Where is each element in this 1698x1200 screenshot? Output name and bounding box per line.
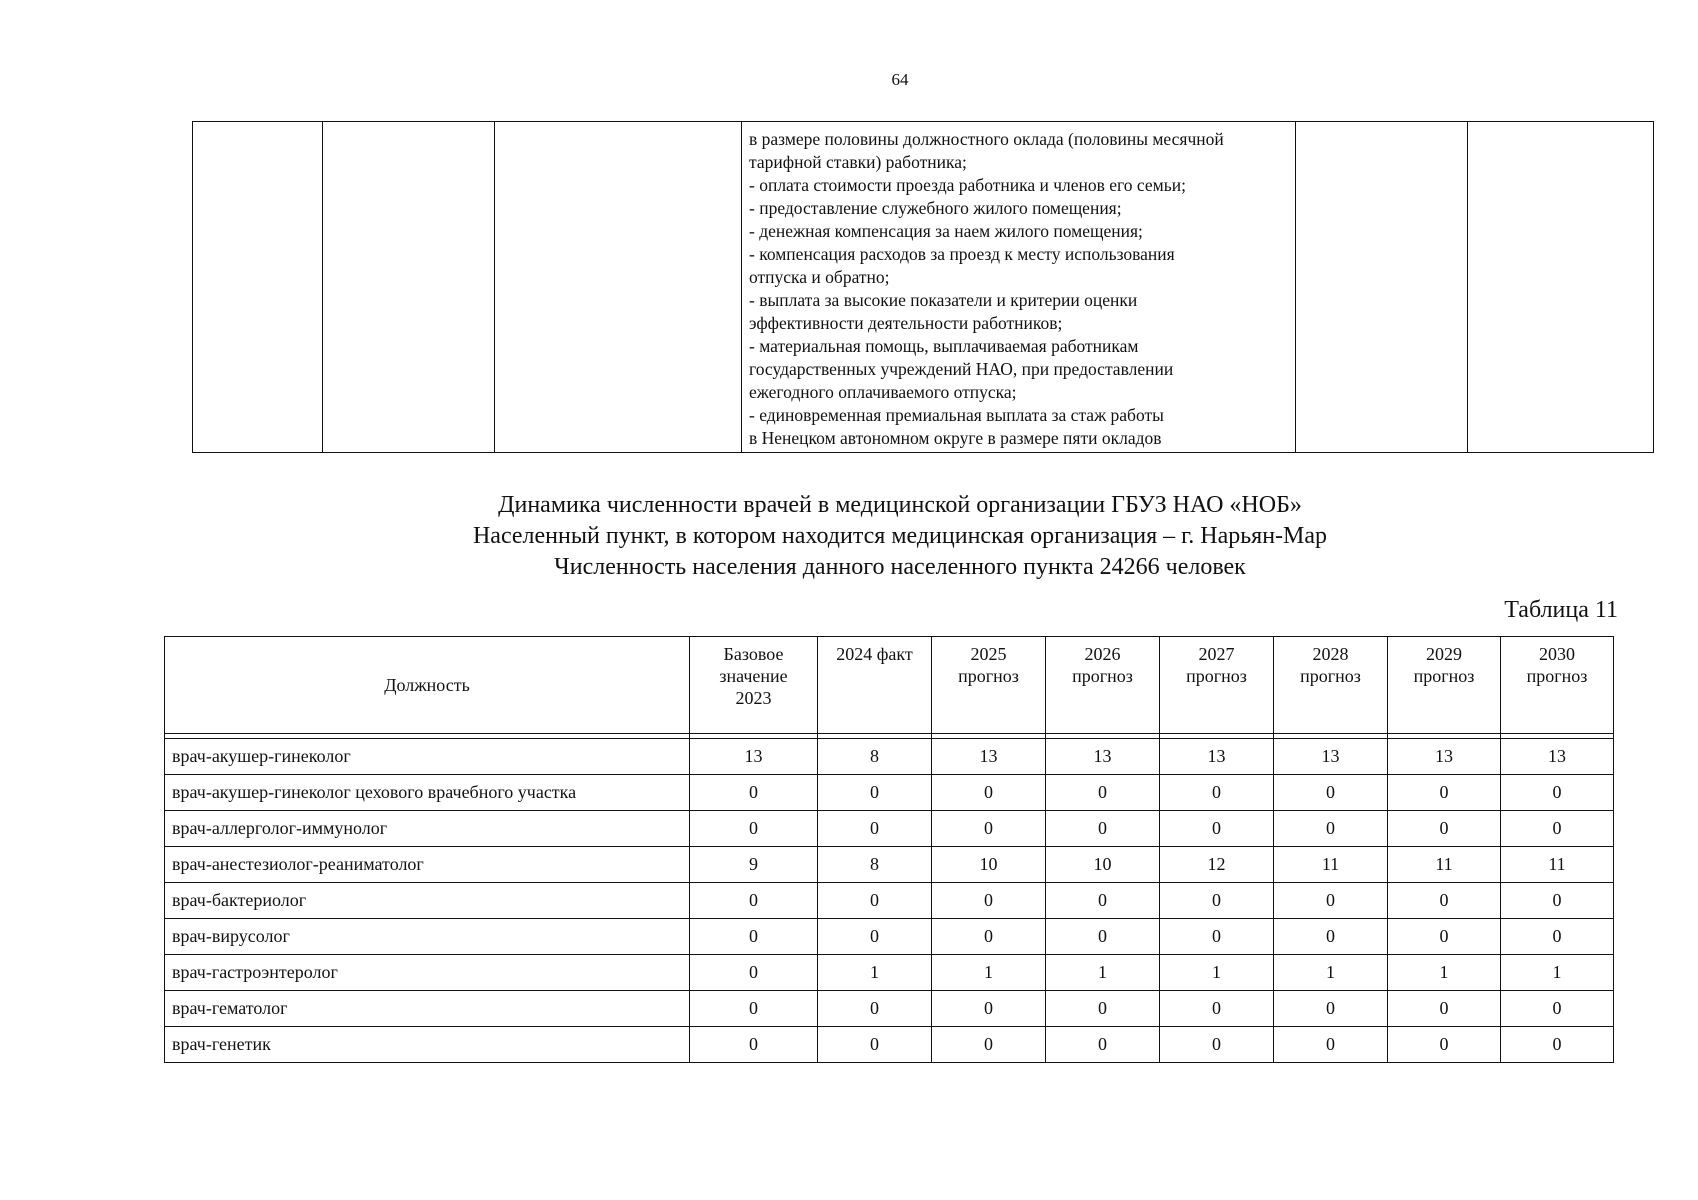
header-forecast: прогноз xyxy=(958,666,1019,686)
value-cell: 0 xyxy=(1046,883,1160,919)
empty-cell xyxy=(1296,122,1468,453)
continuation-table xyxy=(192,121,1654,453)
benefit-line: в размере половины должностного оклада (половины месячной xyxy=(749,129,1224,149)
value-cell: 0 xyxy=(690,955,818,991)
header-base-line: Базовое xyxy=(723,644,784,664)
header-forecast: прогноз xyxy=(1526,666,1588,686)
value-cell: 0 xyxy=(1046,811,1160,847)
header-forecast: прогноз xyxy=(1413,666,1475,686)
value-cell: 0 xyxy=(1388,919,1501,955)
value-cell: 11 xyxy=(1274,847,1388,883)
value-cell: 13 xyxy=(690,739,818,775)
position-cell: врач-акушер-гинеколог цехового врачебного участка xyxy=(165,775,690,811)
header-2024-fact: 2024 факт xyxy=(818,637,932,734)
benefit-line: ежегодного оплачиваемого отпуска; xyxy=(749,382,1017,402)
value-cell: 13 xyxy=(1274,739,1388,775)
header-2026 xyxy=(1046,637,1160,734)
value-cell: 0 xyxy=(690,775,818,811)
value-cell: 1 xyxy=(1160,955,1274,991)
value-cell: 13 xyxy=(1388,739,1501,775)
position-cell: врач-вирусолог xyxy=(165,919,690,955)
value-cell: 0 xyxy=(1388,775,1501,811)
value-cell: 0 xyxy=(932,1027,1046,1063)
header-year: 2028 xyxy=(1312,644,1349,664)
value-cell: 0 xyxy=(1274,883,1388,919)
benefit-line: отпуска и обратно; xyxy=(749,267,890,287)
value-cell: 13 xyxy=(1501,739,1614,775)
value-cell: 0 xyxy=(1046,919,1160,955)
benefit-line: - материальная помощь, выплачиваемая работникам xyxy=(749,336,1139,356)
value-cell: 0 xyxy=(1388,883,1501,919)
empty-cell xyxy=(1468,122,1654,453)
value-cell: 0 xyxy=(690,991,818,1027)
value-cell: 0 xyxy=(1274,775,1388,811)
table-row xyxy=(165,847,1614,883)
header-forecast: прогноз xyxy=(1300,666,1361,686)
table-label: Таблица 11 xyxy=(1504,597,1618,623)
value-cell: 1 xyxy=(818,955,932,991)
value-cell: 0 xyxy=(932,811,1046,847)
value-cell: 0 xyxy=(932,775,1046,811)
position-cell: врач-гастроэнтеролог xyxy=(165,955,690,991)
header-2025 xyxy=(932,637,1046,734)
table-row xyxy=(165,991,1614,1027)
value-cell: 0 xyxy=(1274,919,1388,955)
value-cell: 13 xyxy=(1046,739,1160,775)
value-cell: 0 xyxy=(1501,1027,1614,1063)
position-cell: врач-анестезиолог-реаниматолог xyxy=(165,847,690,883)
value-cell: 0 xyxy=(1160,991,1274,1027)
value-cell: 0 xyxy=(690,919,818,955)
table-row xyxy=(165,775,1614,811)
header-row xyxy=(165,637,1614,734)
value-cell: 0 xyxy=(1274,991,1388,1027)
value-cell: 0 xyxy=(1501,775,1614,811)
header-year: 2027 xyxy=(1198,644,1235,664)
value-cell: 0 xyxy=(690,1027,818,1063)
header-base-2023 xyxy=(690,637,818,734)
title-line-3: Численность населения данного населенного пункта 24266 человек xyxy=(554,554,1246,580)
benefit-line: - компенсация расходов за проезд к месту использования xyxy=(749,244,1175,264)
value-cell: 0 xyxy=(1160,919,1274,955)
benefit-list-cell xyxy=(742,122,1296,453)
empty-cell xyxy=(323,122,495,453)
benefit-line: в Ненецком автономном округе в размере пяти окладов xyxy=(749,428,1162,448)
value-cell: 13 xyxy=(932,739,1046,775)
benefit-line: - выплата за высокие показатели и критерии оценки xyxy=(749,290,1138,310)
header-2030 xyxy=(1501,637,1614,734)
value-cell: 1 xyxy=(1046,955,1160,991)
value-cell: 0 xyxy=(1274,1027,1388,1063)
value-cell: 0 xyxy=(1046,991,1160,1027)
value-cell: 0 xyxy=(1160,775,1274,811)
header-year: 2029 xyxy=(1426,644,1462,664)
value-cell: 11 xyxy=(1388,847,1501,883)
position-cell: врач-генетик xyxy=(165,1027,690,1063)
value-cell: 0 xyxy=(1274,811,1388,847)
header-2028 xyxy=(1274,637,1388,734)
position-cell: врач-гематолог xyxy=(165,991,690,1027)
value-cell: 0 xyxy=(932,919,1046,955)
benefit-line: - денежная компенсация за наем жилого помещения; xyxy=(749,221,1143,241)
value-cell: 0 xyxy=(1388,991,1501,1027)
table-row xyxy=(165,811,1614,847)
benefit-line: - предоставление служебного жилого помещения; xyxy=(749,198,1122,218)
value-cell: 9 xyxy=(690,847,818,883)
value-cell: 1 xyxy=(1501,955,1614,991)
value-cell: 0 xyxy=(1501,883,1614,919)
position-cell: врач-аллерголог-иммунолог xyxy=(165,811,690,847)
header-year: 2025 xyxy=(970,644,1007,664)
header-year: 2026 xyxy=(1084,644,1121,664)
value-cell: 8 xyxy=(818,739,932,775)
header-base-line: значение xyxy=(719,666,788,686)
value-cell: 0 xyxy=(818,883,932,919)
empty-cell xyxy=(193,122,323,453)
value-cell: 0 xyxy=(932,883,1046,919)
benefit-line: - единовременная премиальная выплата за стаж работы xyxy=(749,405,1164,425)
value-cell: 12 xyxy=(1160,847,1274,883)
value-cell: 10 xyxy=(932,847,1046,883)
doctors-dynamics-table xyxy=(164,636,1614,1063)
document-title xyxy=(0,490,1698,583)
position-cell: врач-акушер-гинеколог xyxy=(165,739,690,775)
value-cell: 0 xyxy=(932,991,1046,1027)
value-cell: 0 xyxy=(1160,1027,1274,1063)
value-cell: 10 xyxy=(1046,847,1160,883)
value-cell: 11 xyxy=(1501,847,1614,883)
header-base-line: 2023 xyxy=(735,688,772,708)
value-cell: 0 xyxy=(690,811,818,847)
title-line-1: Динамика численности врачей в медицинской организации ГБУЗ НАО «НОБ» xyxy=(498,492,1302,518)
header-2027 xyxy=(1160,637,1274,734)
page-number: 64 xyxy=(891,70,909,89)
value-cell: 0 xyxy=(1160,883,1274,919)
value-cell: 0 xyxy=(818,991,932,1027)
table-row xyxy=(165,955,1614,991)
value-cell: 8 xyxy=(818,847,932,883)
value-cell: 0 xyxy=(1046,775,1160,811)
value-cell: 0 xyxy=(818,775,932,811)
value-cell: 0 xyxy=(1501,811,1614,847)
benefit-line: - оплата стоимости проезда работника и членов его семьи; xyxy=(749,175,1186,195)
value-cell: 13 xyxy=(1160,739,1274,775)
value-cell: 0 xyxy=(1501,919,1614,955)
value-cell: 0 xyxy=(1388,811,1501,847)
header-forecast: прогноз xyxy=(1186,666,1247,686)
benefit-line: государственных учреждений НАО, при предоставлении xyxy=(749,359,1174,379)
header-2029 xyxy=(1388,637,1501,734)
value-cell: 1 xyxy=(1274,955,1388,991)
value-cell: 1 xyxy=(1388,955,1501,991)
value-cell: 0 xyxy=(818,919,932,955)
title-line-2: Населенный пункт, в котором находится медицинская организация – г. Нарьян-Мар xyxy=(472,523,1328,549)
empty-cell xyxy=(495,122,742,453)
value-cell: 0 xyxy=(1160,811,1274,847)
value-cell: 1 xyxy=(932,955,1046,991)
value-cell: 0 xyxy=(818,811,932,847)
table-row xyxy=(165,883,1614,919)
value-cell: 0 xyxy=(1501,991,1614,1027)
benefit-line: тарифной ставки) работника; xyxy=(749,152,967,172)
table-row xyxy=(165,739,1614,775)
value-cell: 0 xyxy=(1388,1027,1501,1063)
header-year: 2030 xyxy=(1539,644,1575,664)
value-cell: 0 xyxy=(690,883,818,919)
table-row xyxy=(165,919,1614,955)
header-position: Должность xyxy=(165,637,690,734)
table-body xyxy=(165,734,1614,1063)
position-cell: врач-бактериолог xyxy=(165,883,690,919)
table-row xyxy=(165,1027,1614,1063)
benefit-line: эффективности деятельности работников; xyxy=(749,313,1063,333)
value-cell: 0 xyxy=(1046,1027,1160,1063)
header-forecast: прогноз xyxy=(1072,666,1133,686)
value-cell: 0 xyxy=(818,1027,932,1063)
